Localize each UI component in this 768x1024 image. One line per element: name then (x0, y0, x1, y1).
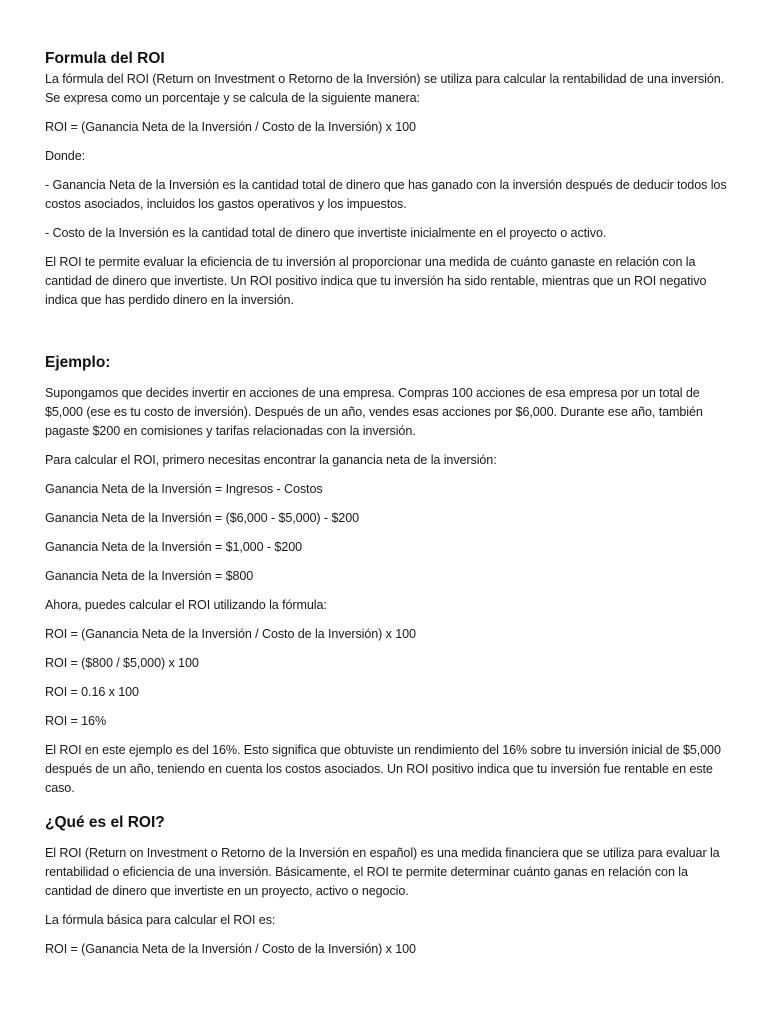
calc-line-2: Ganancia Neta de la Inversión = ($6,000 - $5,000) - $200 (45, 511, 359, 525)
formula-line-final: ROI = (Ganancia Neta de la Inversión / Costo de la Inversión) x 100 (45, 942, 416, 956)
paragraph-example-conclusion: El ROI en este ejemplo es del 16%. Esto significa que obtuviste un rendimiento del 16% sobre tu inversión inicial de $5,000 después de un año, teniendo en cuenta los costos asociados. Un ROI positivo indica que tu inversión fue rentable en este caso. (45, 743, 721, 795)
roi-line-2: ROI = ($800 / $5,000) x 100 (45, 656, 199, 670)
calc-line-1: Ganancia Neta de la Inversión = Ingresos - Costos (45, 482, 323, 496)
paragraph-donde: Donde: (45, 149, 86, 163)
section-heading-formula: Formula del ROI (45, 50, 165, 67)
calc-line-3: Ganancia Neta de la Inversión = $1,000 - $200 (45, 540, 302, 554)
roi-line-3: ROI = 0.16 x 100 (45, 685, 139, 699)
paragraph-formula-intro: La fórmula básica para calcular el ROI es: (45, 913, 276, 927)
paragraph-intro: La fórmula del ROI (Return on Investment o Retorno de la Inversión) se utiliza para calcular la rentabilidad de una inversión. Se expresa como un porcentaje y se calcula de la siguiente manera: (45, 72, 725, 105)
paragraph-calc-intro: Para calcular el ROI, primero necesitas encontrar la ganancia neta de la inversión: (45, 453, 497, 467)
calc-line-4: Ganancia Neta de la Inversión = $800 (45, 569, 254, 583)
document-page (45, 48, 735, 959)
formula-line: ROI = (Ganancia Neta de la Inversión / Costo de la Inversión) x 100 (45, 120, 416, 134)
bullet-ganancia-neta: - Ganancia Neta de la Inversión es la cantidad total de dinero que has ganado con la inversión después de deducir todos los costos asociados, incluidos los gastos operativos y los impuestos. (45, 178, 727, 211)
paragraph-roi-evaluation: El ROI te permite evaluar la eficiencia de tu inversión al proporcionar una medida de cuánto ganaste en relación con la cantidad de dinero que invertiste. Un ROI positivo indica que tu inversión ha sido rentable, mientras que un ROI negativo indica que has perdido dinero en la inversión. (45, 255, 707, 307)
section-heading-ejemplo: Ejemplo: (45, 354, 111, 371)
section-heading-que-es-roi: ¿Qué es el ROI? (45, 814, 165, 831)
roi-line-4: ROI = 16% (45, 714, 107, 728)
bullet-costo-inversion: - Costo de la Inversión es la cantidad total de dinero que invertiste inicialmente en el proyecto o activo. (45, 226, 607, 240)
paragraph-roi-definition: El ROI (Return on Investment o Retorno de la Inversión en español) es una medida financiera que se utiliza para evaluar la rentabilidad o eficiencia de una inversión. Básicamente, el ROI te permite determinar cuánto ganas en relación con la cantidad de dinero que invertiste en un proyecto, activo o negocio. (45, 846, 720, 898)
paragraph-roi-intro: Ahora, puedes calcular el ROI utilizando la fórmula: (45, 598, 327, 612)
roi-line-1: ROI = (Ganancia Neta de la Inversión / Costo de la Inversión) x 100 (45, 627, 416, 641)
paragraph-example-intro: Supongamos que decides invertir en acciones de una empresa. Compras 100 acciones de esa empresa por un total de $5,000 (ese es tu costo de inversión). Después de un año, vendes esas acciones por $6,000. Durante ese año, también pagaste $200 en comisiones y tarifas relacionadas con la inversión. (45, 386, 703, 438)
